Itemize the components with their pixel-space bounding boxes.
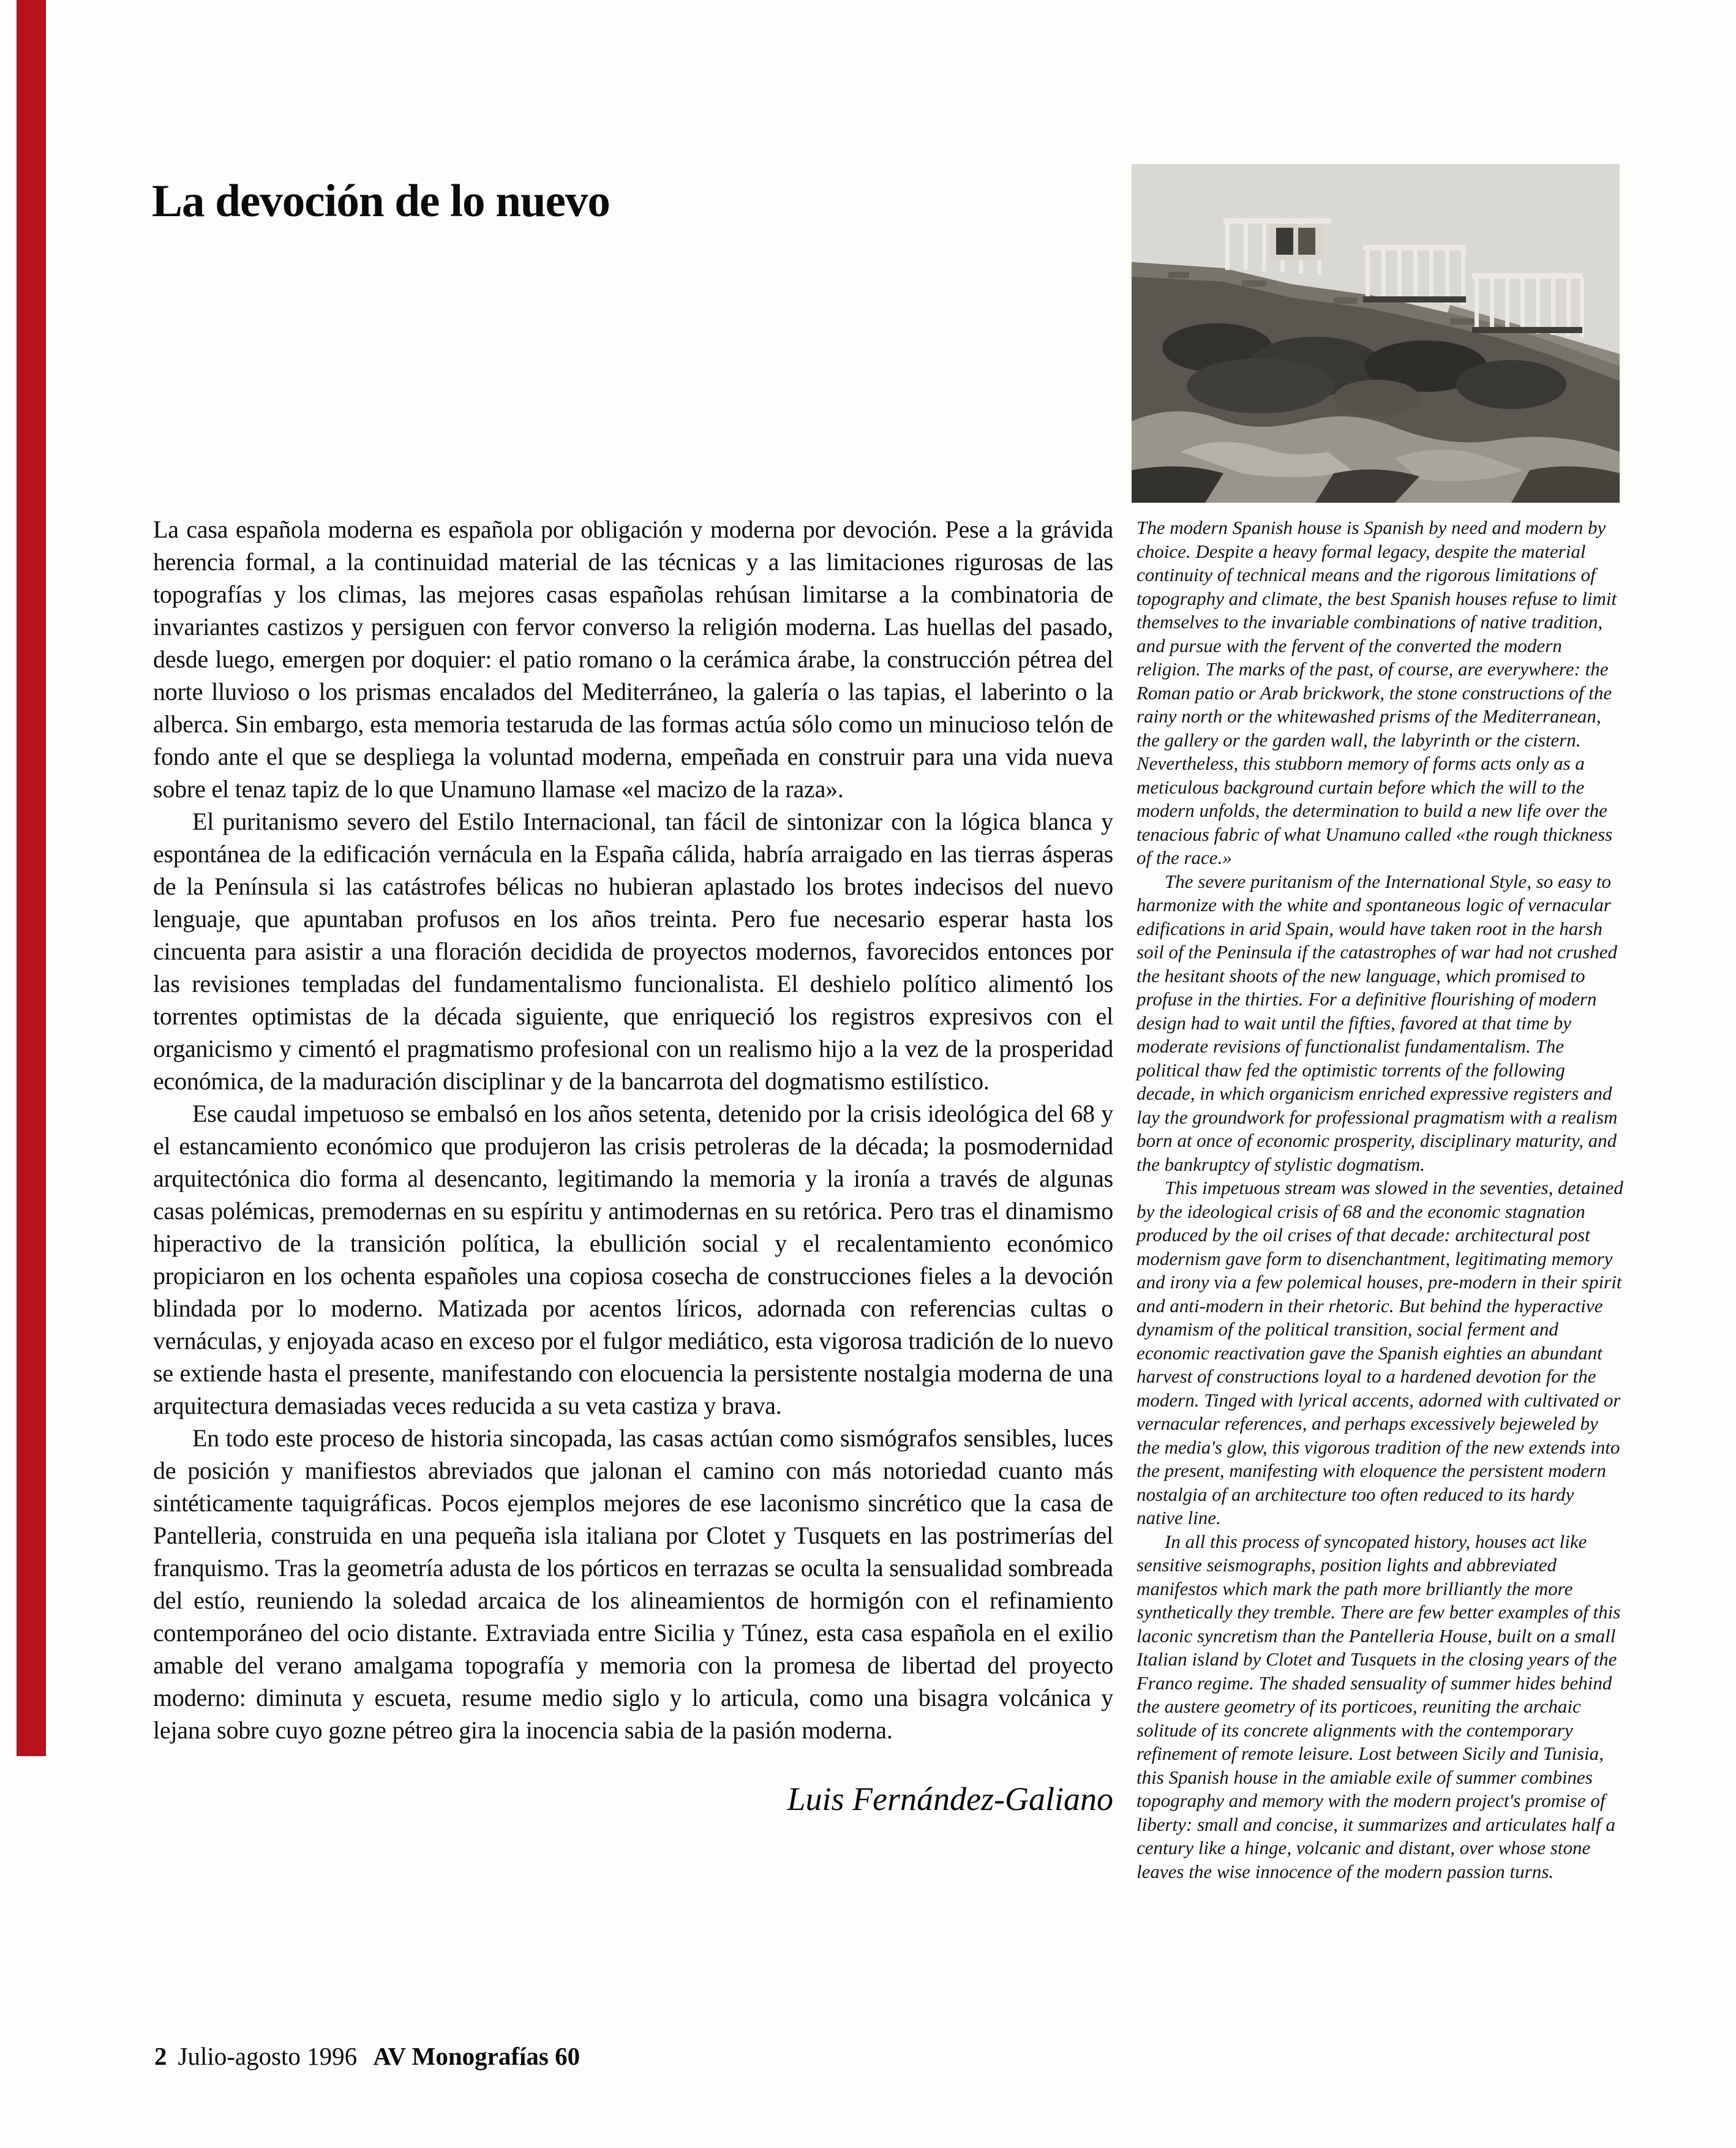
footer-publication: AV Monografías 60 bbox=[373, 2042, 581, 2070]
english-translation-column bbox=[1137, 516, 1624, 1883]
spanish-article-column bbox=[153, 513, 1113, 1816]
page-footer bbox=[154, 2041, 580, 2071]
author-signature: Luis Fernández-Galiano bbox=[787, 1781, 1113, 1817]
es-paragraph-2: El puritanismo severo del Estilo Internacional, tan fácil de sintonizar con la lógica blanca y espontánea de la edificación vernácula en la España cálida, habría arraigado en las tierras ásperas de la Península si las catástrofes bélicas no hubieran aplastado los brotes indecisos del nuevo lenguaje, que apuntaban profusos en los años treinta. Pero fue necesario esperar hasta los cincuenta para asistir a una floración decidida de proyectos modernos, favorecidos entonces por las revisiones templadas del fundamentalismo funcionalista. El deshielo político alimentó los torrentes optimistas de la década siguiente, que enriqueció los registros expresivos con el organicismo y cimentó el pragmatismo profesional con un realismo hijo a la vez de la prosperidad económica, de la maduración disciplinar y de la bancarrota del dogmatismo estilístico. bbox=[153, 808, 1113, 1095]
es-paragraph-3: Ese caudal impetuoso se embalsó en los años setenta, detenido por la crisis ideológica del 68 y el estancamiento económico que produjeron las crisis petroleras de la década; la posmodernidad arquitectónica dio forma al desencanto, legitimando la memoria y la ironía a través de algunas casas polémicas, premodernas en su espíritu y antimodernas en su retórica. Pero tras el dinamismo hiperactivo de la transición política, la ebullición social y el recalentamiento económico propiciaron en los ochenta españoles una copiosa cosecha de construcciones fieles a la devoción blindada por lo moderno. Matizada por acentos líricos, adornada con referencias cultas o vernáculas, y enjoyada acaso en exceso por el fulgor mediático, esta vigorosa tradición de lo nuevo se extiende hasta el presente, manifestando con elocuencia la persistente nostalgia moderna de una arquitectura demasiadas veces reducida a su veta castiza y brava. bbox=[153, 1100, 1113, 1419]
pantelleria-house-photo bbox=[1132, 164, 1620, 503]
en-paragraph-3: This impetuous stream was slowed in the seventies, detained by the ideological crisis of 68 and the economic stagnation produced by the oil crises of that decade: architectural post modernism gave form to disenchantment, legitimating memory and irony via a few polemical houses, pre-modern in their spirit and anti-modern in their rhetoric. But behind the hyperactive dynamism of the political transition, social ferment and economic reactivation gave the Spanish eighties an abundant harvest of constructions loyal to a hardened devotion for the modern. Tinged with lyrical accents, adorned with cultivated or vernacular references, and perhaps excessively bejeweled by the media's glow, this vigorous tradition of the new extends into the present, manifesting with eloquence the persistent modern nostalgia of an architecture too often reduced to its hardy native line. bbox=[1137, 1177, 1623, 1528]
en-paragraph-1: The modern Spanish house is Spanish by need and modern by choice. Despite a heavy formal legacy, despite the material continuity of technical means and the rigorous limitations of topography and climate, the best Spanish houses refuse to limit themselves to the invariable combinations of native tradition, and pursue with the fervent of the converted the modern religion. The marks of the past, of course, are everywhere: the Roman patio or Arab brickwork, the stone constructions of the rainy north or the whitewashed prisms of the Mediterranean, the gallery or the garden wall, the labyrinth or the cistern. Nevertheless, this stubborn memory of forms acts only as a meticulous background curtain before which the will to the modern unfolds, the determination to build a new life over the tenacious fabric of what Unamuno called «the rough thickness of the race.» bbox=[1137, 517, 1617, 868]
page-title: La devoción de lo nuevo bbox=[152, 176, 610, 227]
footer-page-number: 2 bbox=[154, 2042, 167, 2070]
en-paragraph-4: In all this process of syncopated history, houses act like sensitive seismographs, position lights and abbreviated manifestos which mark the path more brilliantly the more synthetically they tremble. There are few better examples of this laconic syncretism than the Pantelleria House, built on a small Italian island by Clotet and Tusquets in the closing years of the Franco regime. The shaded sensuality of summer hides behind the austere geometry of its porticoes, reuniting the archaic solitude of its concrete alignments with the contemporary refinement of remote leisure. Lost between Sicily and Tunisia, this Spanish house in the amiable exile of summer combines topography and memory with the modern project's promise of liberty: small and concise, it summarizes and articulates half a century like a hinge, volcanic and distant, over whose stone leaves the wise innocence of the modern passion turns. bbox=[1137, 1530, 1621, 1882]
spine-accent-bar bbox=[17, 0, 46, 1756]
en-paragraph-2: The severe puritanism of the International Style, so easy to harmonize with the white and spontaneous logic of vernacular edifications in arid Spain, would have taken root in the harsh soil of the Peninsula if the catastrophes of war had not crushed the hesitant shoots of the new language, which promised to profuse in the thirties. For a definitive flourishing of modern design had to wait until the fifties, favored at that time by moderate revisions of functionalist fundamentalism. The political thaw fed the optimistic torrents of the following decade, in which organicism enriched expressive registers and lay the groundwork for professional pragmatism with a realism born at once of economic prosperity, disciplinary maturity, and the bankruptcy of stylistic dogmatism. bbox=[1137, 870, 1618, 1175]
es-paragraph-4: En todo este proceso de historia sincopada, las casas actúan como sismógrafos sensibles, luces de posición y manifiestos abreviados que jalonan el camino con más notoriedad cuanto más sintéticamente taquigráficas. Pocos ejemplos mejores de ese laconismo sincrético que la casa de Pantelleria, construida en una pequeña isla italiana por Clotet y Tusquets en las postrimerías del franquismo. Tras la geometría adusta de los pórticos en terrazas se oculta la sensualidad sombreada del estío, reuniendo la soledad arcaica de los alineamientos de hormigón con el refinamiento contemporáneo del ocio distante. Extraviada entre Sicilia y Túnez, esta casa española en el exilio amable del verano amalgama topografía y memoria con la promesa de libertad del proyecto moderno: diminuta y escueta, resume medio siglo y lo articula, como una bisagra volcánica y lejana sobre cuyo gozne pétreo gira la inocencia sabia de la pasión moderna. bbox=[153, 1424, 1113, 1744]
photo-illustration bbox=[1132, 164, 1620, 503]
footer-issue-date: Julio-agosto 1996 bbox=[178, 2042, 358, 2070]
es-paragraph-1: La casa española moderna es española por obligación y moderna por devoción. Pese a la grávida herencia formal, a la continuidad material de las técnicas y a las limitaciones rigurosas de las topografías y los climas, las mejores casas españolas rehúsan limitarse a la combinatoria de invariantes castizos y persiguen con fervor converso la religión moderna. Las huellas del pasado, desde luego, emergen por doquier: el patio romano o la cerámica árabe, la construcción pétrea del norte lluvioso o los prismas encalados del Mediterráneo, la galería o las tapias, el laberinto o la alberca. Sin embargo, esta memoria testaruda de las formas actúa sólo como un minucioso telón de fondo ante el que se despliega la voluntad moderna, empeñada en construir para una vida nueva sobre el tenaz tapiz de lo que Unamuno llamase «el macizo de la raza». bbox=[153, 516, 1113, 803]
